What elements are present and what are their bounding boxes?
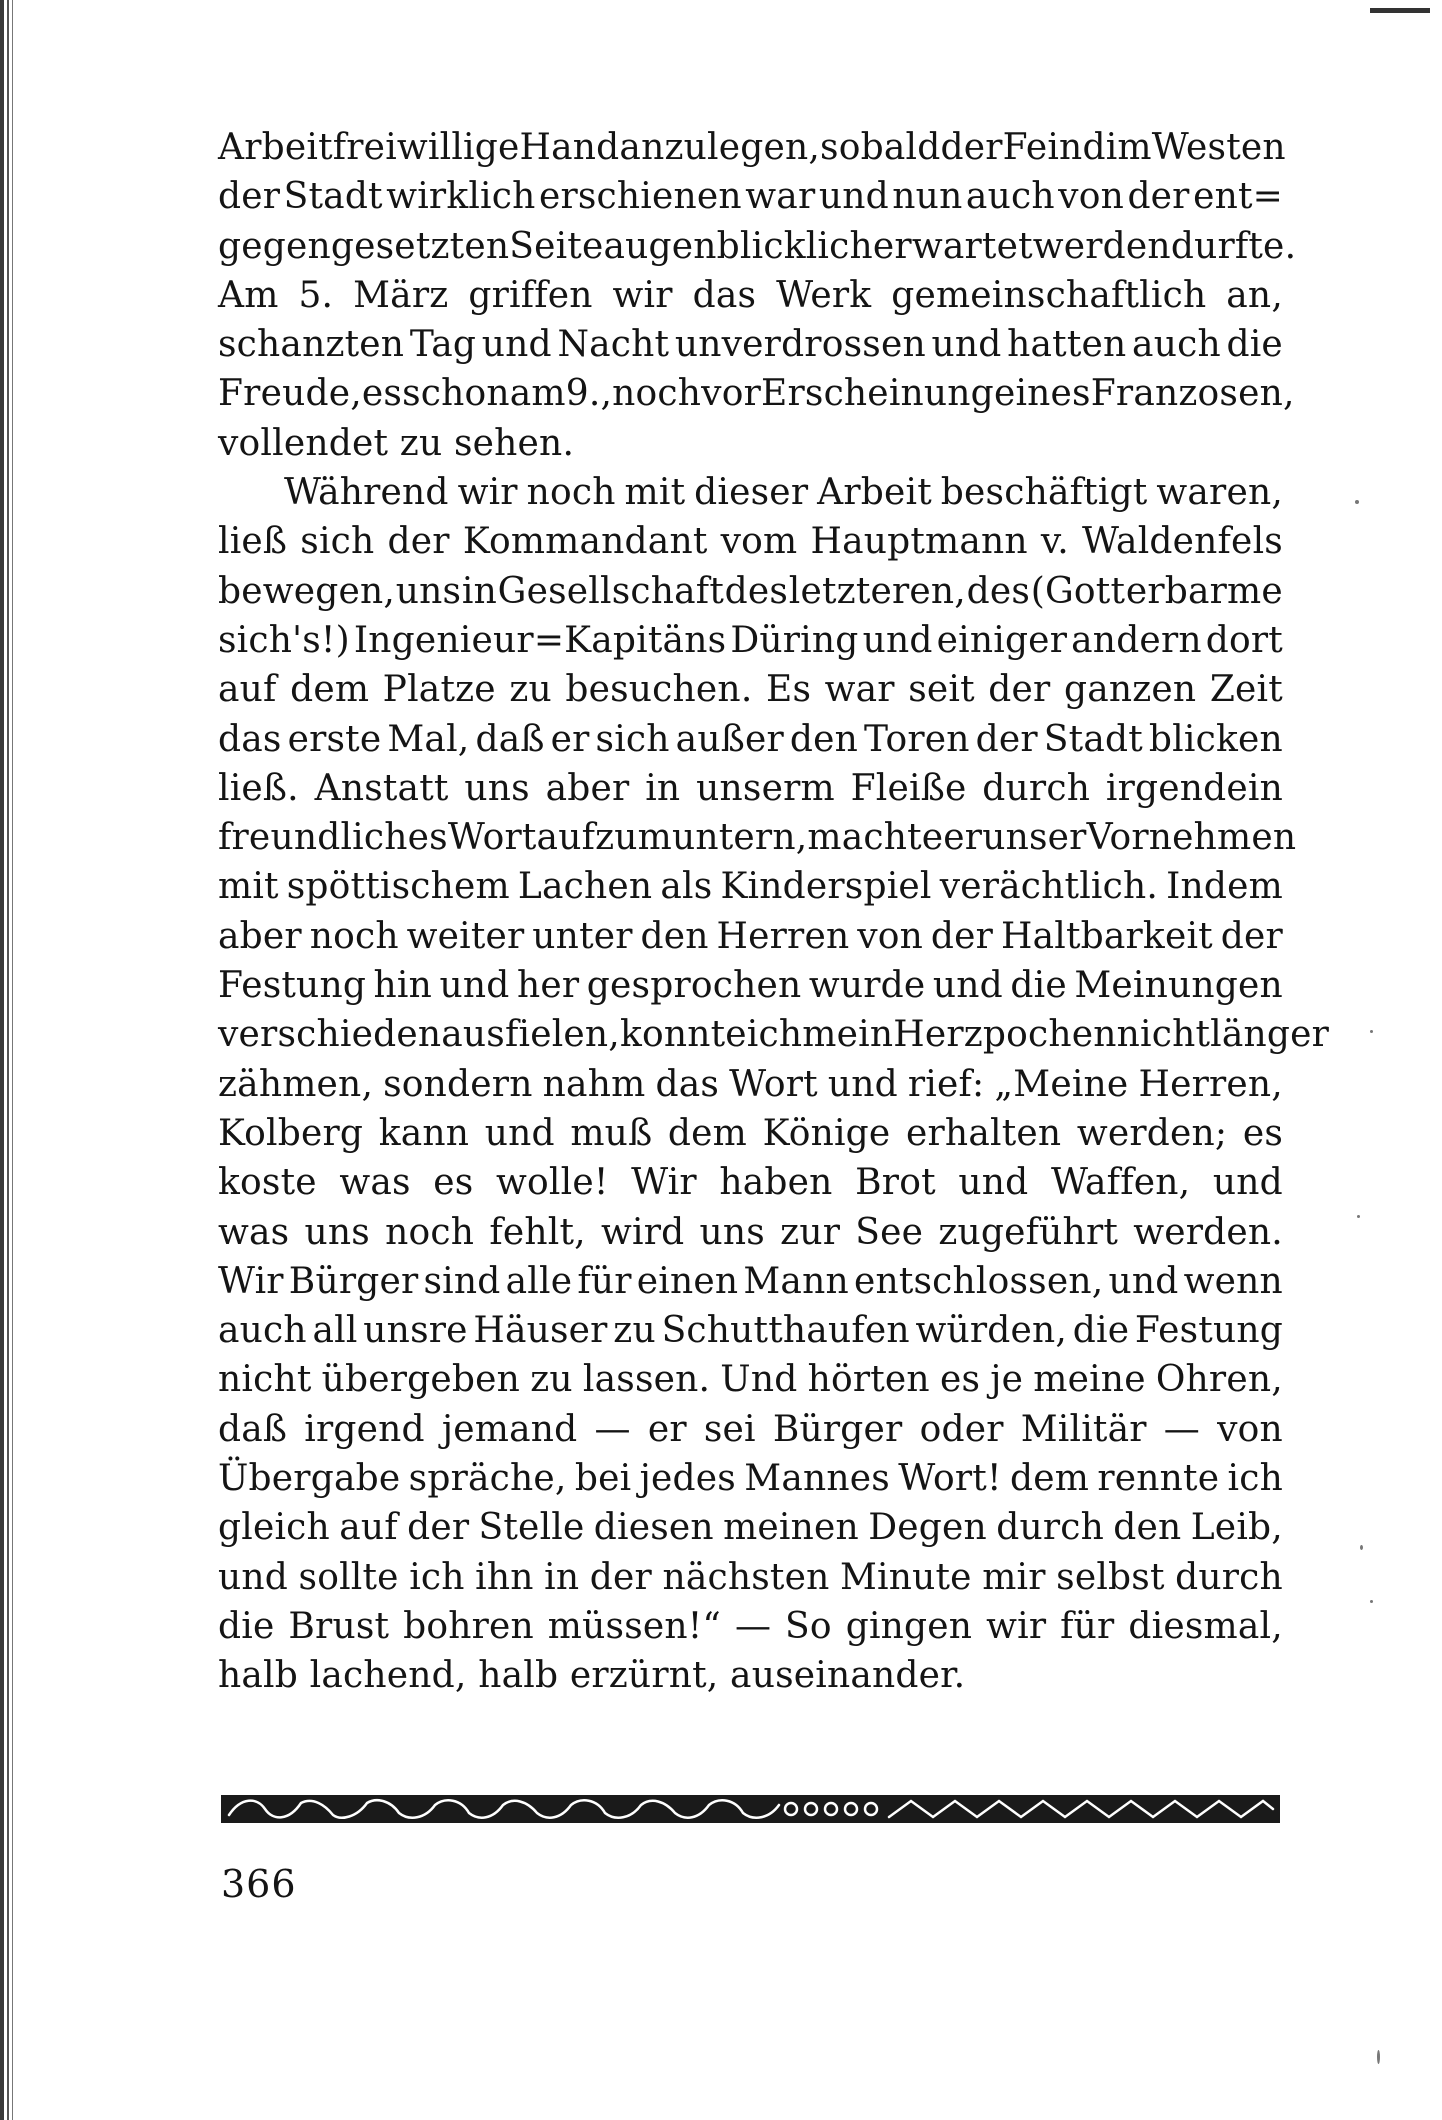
text-line: zähmen, sondern nahm das Wort und rief: „Meine Herren, <box>218 1063 1283 1105</box>
text-line: Arbeit freiwillige Hand anzulegen, sobald der Feind im Westen <box>218 127 1286 168</box>
book-binding-edge <box>0 0 18 2120</box>
text-line: Übergabe spräche, bei jedes Mannes Wort! dem rennte ich <box>218 1458 1283 1500</box>
text-line: und sollte ich ihn in der nächsten Minute mir selbst durch <box>218 1556 1283 1598</box>
ornament-border <box>221 1791 1280 1827</box>
page-number: 366 <box>221 1862 297 1906</box>
text-line: ließ sich der Kommandant vom Hauptmann v. Waldenfels <box>218 521 1283 563</box>
text-line: bewegen, uns in Gesellschaft des letzteren, des (Gott erbarme <box>218 570 1283 612</box>
text-line: die Brust bohren müssen!“ — So gingen wir für diesmal, <box>218 1605 1283 1647</box>
text-line: mit spöttischem Lachen als Kinderspiel verächtlich. Indem <box>218 866 1283 908</box>
page-edge-mark <box>1370 8 1430 31</box>
text-line: der Stadt wirklich erschienen war und nun auch von der ent= <box>218 176 1283 218</box>
text-line: ließ. Anstatt uns aber in unserm Fleiße durch irgendein <box>218 767 1283 809</box>
body-text <box>218 123 1330 1701</box>
text-line: halb lachend, halb erzürnt, auseinander. <box>218 1655 966 1697</box>
text-line: auch all unsre Häuser zu Schutthaufen würden, die Festung <box>218 1310 1283 1352</box>
text-line: Kolberg kann und muß dem Könige erhalten werden; es <box>218 1112 1283 1154</box>
text-line: sich's!) Ingenieur=Kapitäns Düring und einiger andern dort <box>218 619 1283 661</box>
text-line: verschieden ausfielen, konnte ich mein Herzpochen nicht länger <box>218 1014 1330 1056</box>
text-line: Während wir noch mit dieser Arbeit beschäftigt waren, <box>284 472 1283 514</box>
text-line: gleich auf der Stelle diesen meinen Degen durch den Leib, <box>218 1507 1283 1549</box>
text-line: aber noch weiter unter den Herren von der Haltbarkeit der <box>218 915 1283 957</box>
text-line: Freude, es schon am 9., noch vor Erscheinung eines Franzosen, <box>218 373 1295 415</box>
text-line: das erste Mal, daß er sich außer den Toren der Stadt blicken <box>218 718 1283 760</box>
text-line: daß irgend jemand — er sei Bürger oder Militär — von <box>218 1408 1283 1450</box>
text-line: vollendet zu sehen. <box>218 422 575 464</box>
text-line: nicht übergeben zu lassen. Und hörten es je meine Ohren, <box>218 1359 1283 1401</box>
text-line: Am 5. März griffen wir das Werk gemeinschaftlich an, <box>218 274 1283 316</box>
text-line: freundliches Wort aufzumuntern, machte er unser Vornehmen <box>218 817 1297 859</box>
text-line: auf dem Platze zu besuchen. Es war seit der ganzen Zeit <box>218 669 1283 711</box>
text-line: Festung hin und her gesprochen wurde und die Meinungen <box>218 965 1283 1007</box>
text-line: was uns noch fehlt, wird uns zur See zugeführt werden. <box>218 1211 1283 1253</box>
text-line: koste was es wolle! Wir haben Brot und Waffen, und <box>218 1162 1283 1204</box>
text-line: schanzten Tag und Nacht unverdrossen und hatten auch die <box>218 324 1283 366</box>
text-line: Wir Bürger sind alle für einen Mann entschlossen, und wenn <box>218 1260 1283 1302</box>
text-line: gegengesetzten Seite augenblicklich erwartet werden durfte. <box>218 225 1297 267</box>
